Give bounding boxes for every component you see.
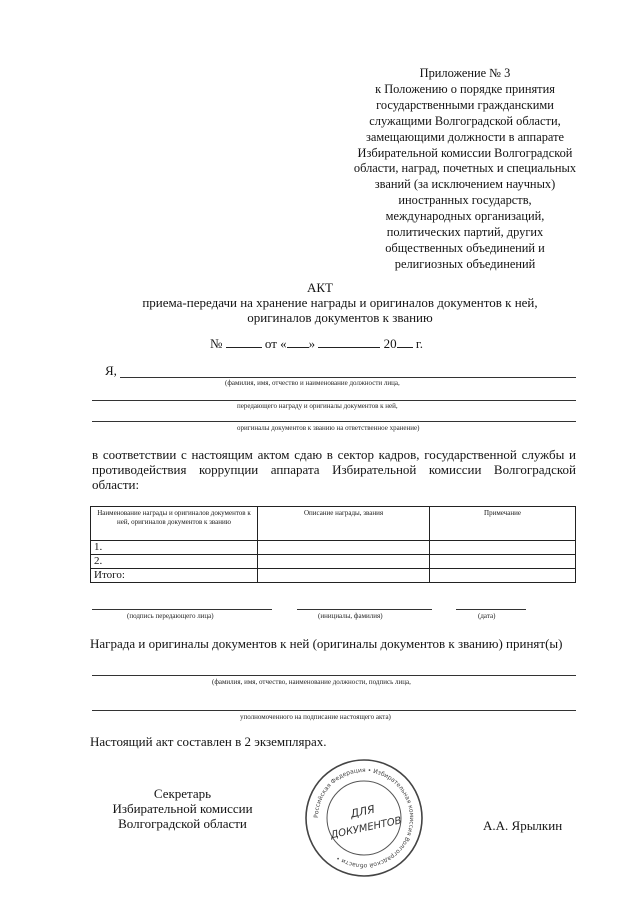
seal-outer-ring <box>306 760 422 876</box>
table-cell[interactable]: 2. <box>91 555 258 569</box>
appendix-line: Избирательной комиссии Волгоградской <box>357 145 573 160</box>
act-subtitle <box>90 295 590 325</box>
appendix-line: области, наград, почетных и специальных <box>353 161 577 176</box>
signature-caption: (подпись передающего лица) <box>127 612 214 620</box>
act-number-line <box>210 336 423 352</box>
person-line-3[interactable] <box>92 421 576 422</box>
table-cell[interactable] <box>430 555 576 569</box>
table-cell[interactable] <box>258 555 430 569</box>
date-caption: (дата) <box>478 612 496 620</box>
table-cell[interactable] <box>258 569 430 583</box>
person-caption-1: (фамилия, имя, отчество и наименование должности лица, <box>225 379 400 387</box>
appendix-line: общественных объединений и <box>385 240 545 255</box>
seal-line-2: ДОКУМЕНТОВ <box>329 815 403 842</box>
day-field[interactable] <box>287 336 309 348</box>
receiver-line-2[interactable] <box>92 710 576 711</box>
person-line-2[interactable] <box>92 400 576 401</box>
appendix-line: замещающими должности в аппарате <box>366 129 564 144</box>
act-subtitle-line: приема-передачи на хранение награды и оригиналов документов к ней, <box>142 295 538 310</box>
table-header-row <box>91 507 576 541</box>
year-field[interactable] <box>397 336 413 348</box>
copies-text: Настоящий акт составлен в 2 экземплярах. <box>90 734 327 749</box>
official-seal <box>303 757 425 879</box>
from-label: от « <box>264 336 287 351</box>
appendix-line: иностранных государств, <box>398 193 532 208</box>
received-text: Награда и оригиналы документов к ней (оригиналы документов к званию) принят(ы) <box>90 636 563 651</box>
initials-line[interactable] <box>297 609 432 610</box>
year-prefix: 20 <box>383 336 397 351</box>
date-line[interactable] <box>456 609 526 610</box>
number-field[interactable] <box>226 336 262 348</box>
seal-ring-text: Российская Федерация • Избирательная комиссия Волгоградской области • <box>312 766 416 870</box>
table-header-cell: Примечание <box>430 507 576 541</box>
appendix-line: государственными гражданскими <box>376 97 554 112</box>
seal-line-1: ДЛЯ <box>349 802 376 821</box>
signer-title <box>95 786 270 831</box>
signature-line[interactable] <box>92 609 272 610</box>
table-header-cell: Наименование награды и оригиналов документов к ней, оригиналов документов к званию <box>91 507 258 541</box>
table-cell[interactable]: 1. <box>91 541 258 555</box>
appendix-header <box>330 66 600 273</box>
receiver-line-1[interactable] <box>92 675 576 676</box>
table-cell[interactable]: Итого: <box>91 569 258 583</box>
table-cell[interactable] <box>430 541 576 555</box>
act-title: АКТ <box>307 280 333 295</box>
year-suffix: г. <box>415 336 424 351</box>
i-label: Я, <box>105 363 117 378</box>
signer-title-line: Волгоградской области <box>118 816 247 831</box>
month-field[interactable] <box>318 336 380 348</box>
table-header-cell: Описание награды, звания <box>258 507 430 541</box>
table-row <box>91 555 576 569</box>
receiver-caption-1: (фамилия, имя, отчество, наименование должности, подпись лица, <box>212 678 411 686</box>
table-row <box>91 541 576 555</box>
person-line-1[interactable] <box>120 377 576 378</box>
quote-close: » <box>308 336 316 351</box>
awards-table <box>90 506 576 583</box>
signer-title-line: Секретарь <box>153 786 212 801</box>
person-caption-3: оригиналы документов к званию на ответственное хранение) <box>237 424 420 432</box>
appendix-line: международных организаций, <box>385 209 545 224</box>
signer-name: А.А. Ярылкин <box>483 818 563 833</box>
appendix-line: Приложение № 3 <box>419 66 511 80</box>
table-row <box>91 569 576 583</box>
person-caption-2: передающего награду и оригиналы документов к ней, <box>237 402 398 410</box>
signer-title-line: Избирательной комиссии <box>112 801 253 816</box>
appendix-line: к Положению о порядке принятия <box>375 81 555 96</box>
transfer-paragraph: в соответствии с настоящим актом сдаю в сектор кадров, государственной службы и противодействия коррупции аппарата Избирательной комиссии Волгоградской области: <box>92 447 576 492</box>
act-subtitle-line: оригиналов документов к званию <box>247 310 433 325</box>
appendix-line: религиозных объединений <box>394 256 536 271</box>
table-cell[interactable] <box>258 541 430 555</box>
appendix-line: званий (за исключением научных) <box>374 177 556 192</box>
initials-caption: (инициалы, фамилия) <box>318 612 383 620</box>
appendix-line: политических партий, других <box>386 225 544 240</box>
table-cell[interactable] <box>430 569 576 583</box>
number-sign: № <box>210 336 223 351</box>
appendix-line: служащими Волгоградской области, <box>369 113 561 128</box>
receiver-caption-2: уполномоченного на подписание настоящего акта) <box>240 713 391 721</box>
